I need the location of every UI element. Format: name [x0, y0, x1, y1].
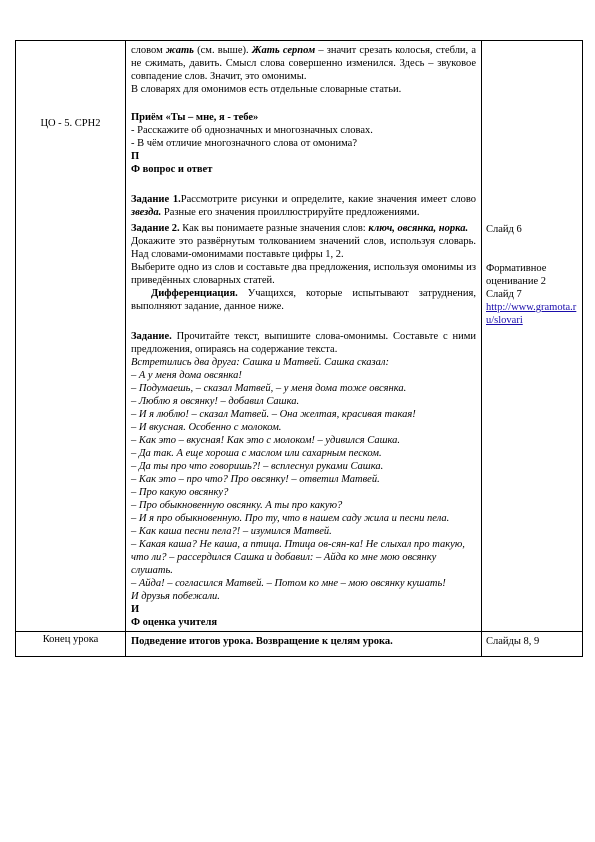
intro-text: – значит срезать колосья, стебли, а не сжимать, давить. Смысл слова совершенно изменился. Здесь – звуковое совпадение слов. Значит, это омонимы.	[131, 45, 477, 82]
end-summary: Подведение итогов урока. Возвращение к целям урока.	[126, 632, 482, 657]
task-1-label: Задание 1.	[131, 194, 181, 205]
content-cell	[126, 41, 482, 632]
story-line: – Да так. А еще хороша с маслом или сахарным песком.	[131, 448, 382, 459]
task-2	[131, 222, 476, 235]
task-1-word: звезда.	[131, 207, 162, 218]
lesson-table	[15, 40, 583, 657]
differentiation-text: Учащихся, которые испытывают затруднения, выполняют задание, данное ниже.	[131, 288, 476, 312]
intro-word-zhat-serpom: Жать серпом	[251, 45, 316, 56]
task-1	[131, 193, 476, 219]
dictionary-note: В словарях для омонимов есть отдельные словарные статьи.	[131, 84, 402, 95]
differentiation-label: Дифференциация.	[151, 288, 238, 299]
story-line: – Про какую овсянку?	[131, 487, 229, 498]
task-1-text: Разные его значения проиллюстрируйте предложениями.	[161, 207, 420, 218]
stage-cell	[16, 41, 126, 632]
story-text	[131, 356, 476, 603]
story-line: – А у меня дома овсянка!	[131, 370, 242, 381]
intro-text: словом	[131, 45, 166, 56]
story-line: – Какая каша? Не каша, а птица. Птица ов-сян-ка! Не слыхал про такую, что ли? – рассердился Сашка и добавил: – Айда ко мне мою овсянку слушать.	[131, 539, 465, 576]
story-line: – Как каша песни пела?! – изумился Матвей.	[131, 526, 332, 537]
task-2-sentences: Выберите одно из слов и составьте два предложения, используя омонимы из приведённых словарных статей.	[131, 262, 476, 286]
task-3	[131, 330, 476, 356]
story-line: И друзья побежали.	[131, 591, 220, 602]
end-form: Ф оценка учителя	[131, 617, 218, 628]
end-letter: И	[131, 604, 140, 615]
task-2-proof: Докажите это развёрнутым толкованием значений слов, используя словарь. Над словами-омонимами поставьте цифры 1, 2.	[131, 236, 476, 260]
technique-title: Приём «Ты – мне, я - тебе»	[131, 112, 259, 123]
task-2-text: Как вы понимаете разные значения слов:	[179, 223, 369, 234]
story-line: – И вкусная. Особенно с молоком.	[131, 422, 282, 433]
technique-question-1: - Расскажите об однозначных и многозначных словах.	[131, 125, 373, 136]
technique-question-2: - В чём отличие многозначного слова от омонима?	[131, 138, 357, 149]
intro-word-zhat: жать	[165, 45, 194, 56]
story-line: Встретились два друга: Сашка и Матвей. Сашка сказал:	[131, 357, 389, 368]
task-3-label: Задание.	[131, 331, 172, 342]
technique-letter: П	[131, 151, 140, 162]
end-slides: Слайды 8, 9	[482, 632, 583, 657]
story-line: – И я про обыкновенную. Про ту, что в нашем саду жила и песни пела.	[131, 513, 450, 524]
task-3-text: Прочитайте текст, выпишите слова-омонимы. Составьте с ними предложения, опираясь на содержание текста.	[131, 331, 476, 355]
slide-6: Слайд 6	[486, 224, 522, 235]
story-line: – Подумаешь, – сказал Матвей, – у меня дома тоже овсянка.	[131, 383, 407, 394]
story-line: – Как это – про что? Про овсянку! – ответил Матвей.	[131, 474, 380, 485]
lesson-row-main	[16, 41, 583, 632]
task-2-label: Задание 2.	[131, 223, 180, 234]
story-line: – Про обыкновенную овсянку. А ты про какую?	[131, 500, 343, 511]
story-line: – Как это – вкусная! Как это с молоком! – удивился Сашка.	[131, 435, 401, 446]
story-line: – И я люблю! – сказал Матвей. – Она желтая, красивая такая!	[131, 409, 416, 420]
story-line: – Айда! – согласился Матвей. – Потом ко мне – мою овсянку кушать!	[131, 578, 446, 589]
formative-assessment: Формативное оценивание 2	[486, 263, 547, 287]
story-line: – Да ты про что говоришь?! – всплеснул руками Сашка.	[131, 461, 384, 472]
story-line: – Люблю я овсянку! – добавил Сашка.	[131, 396, 300, 407]
lesson-row-end	[16, 632, 583, 657]
resources-cell	[482, 41, 583, 632]
intro-paragraph	[131, 44, 476, 83]
task-1-text: Рассмотрите рисунки и определите, какие значения имеет слово	[180, 194, 476, 205]
task-2-words: ключ, овсянка, норка.	[368, 223, 469, 234]
stage-label: ЦО - 5. СРН2	[40, 118, 101, 129]
technique-form: Ф вопрос и ответ	[131, 164, 213, 175]
end-stage: Конец урока	[16, 632, 126, 657]
slide-7: Слайд 7	[486, 289, 522, 300]
gramota-link[interactable]: http://www.gramota.ru/slovari	[486, 302, 577, 326]
differentiation	[131, 287, 476, 313]
intro-text: (см. выше).	[193, 45, 252, 56]
